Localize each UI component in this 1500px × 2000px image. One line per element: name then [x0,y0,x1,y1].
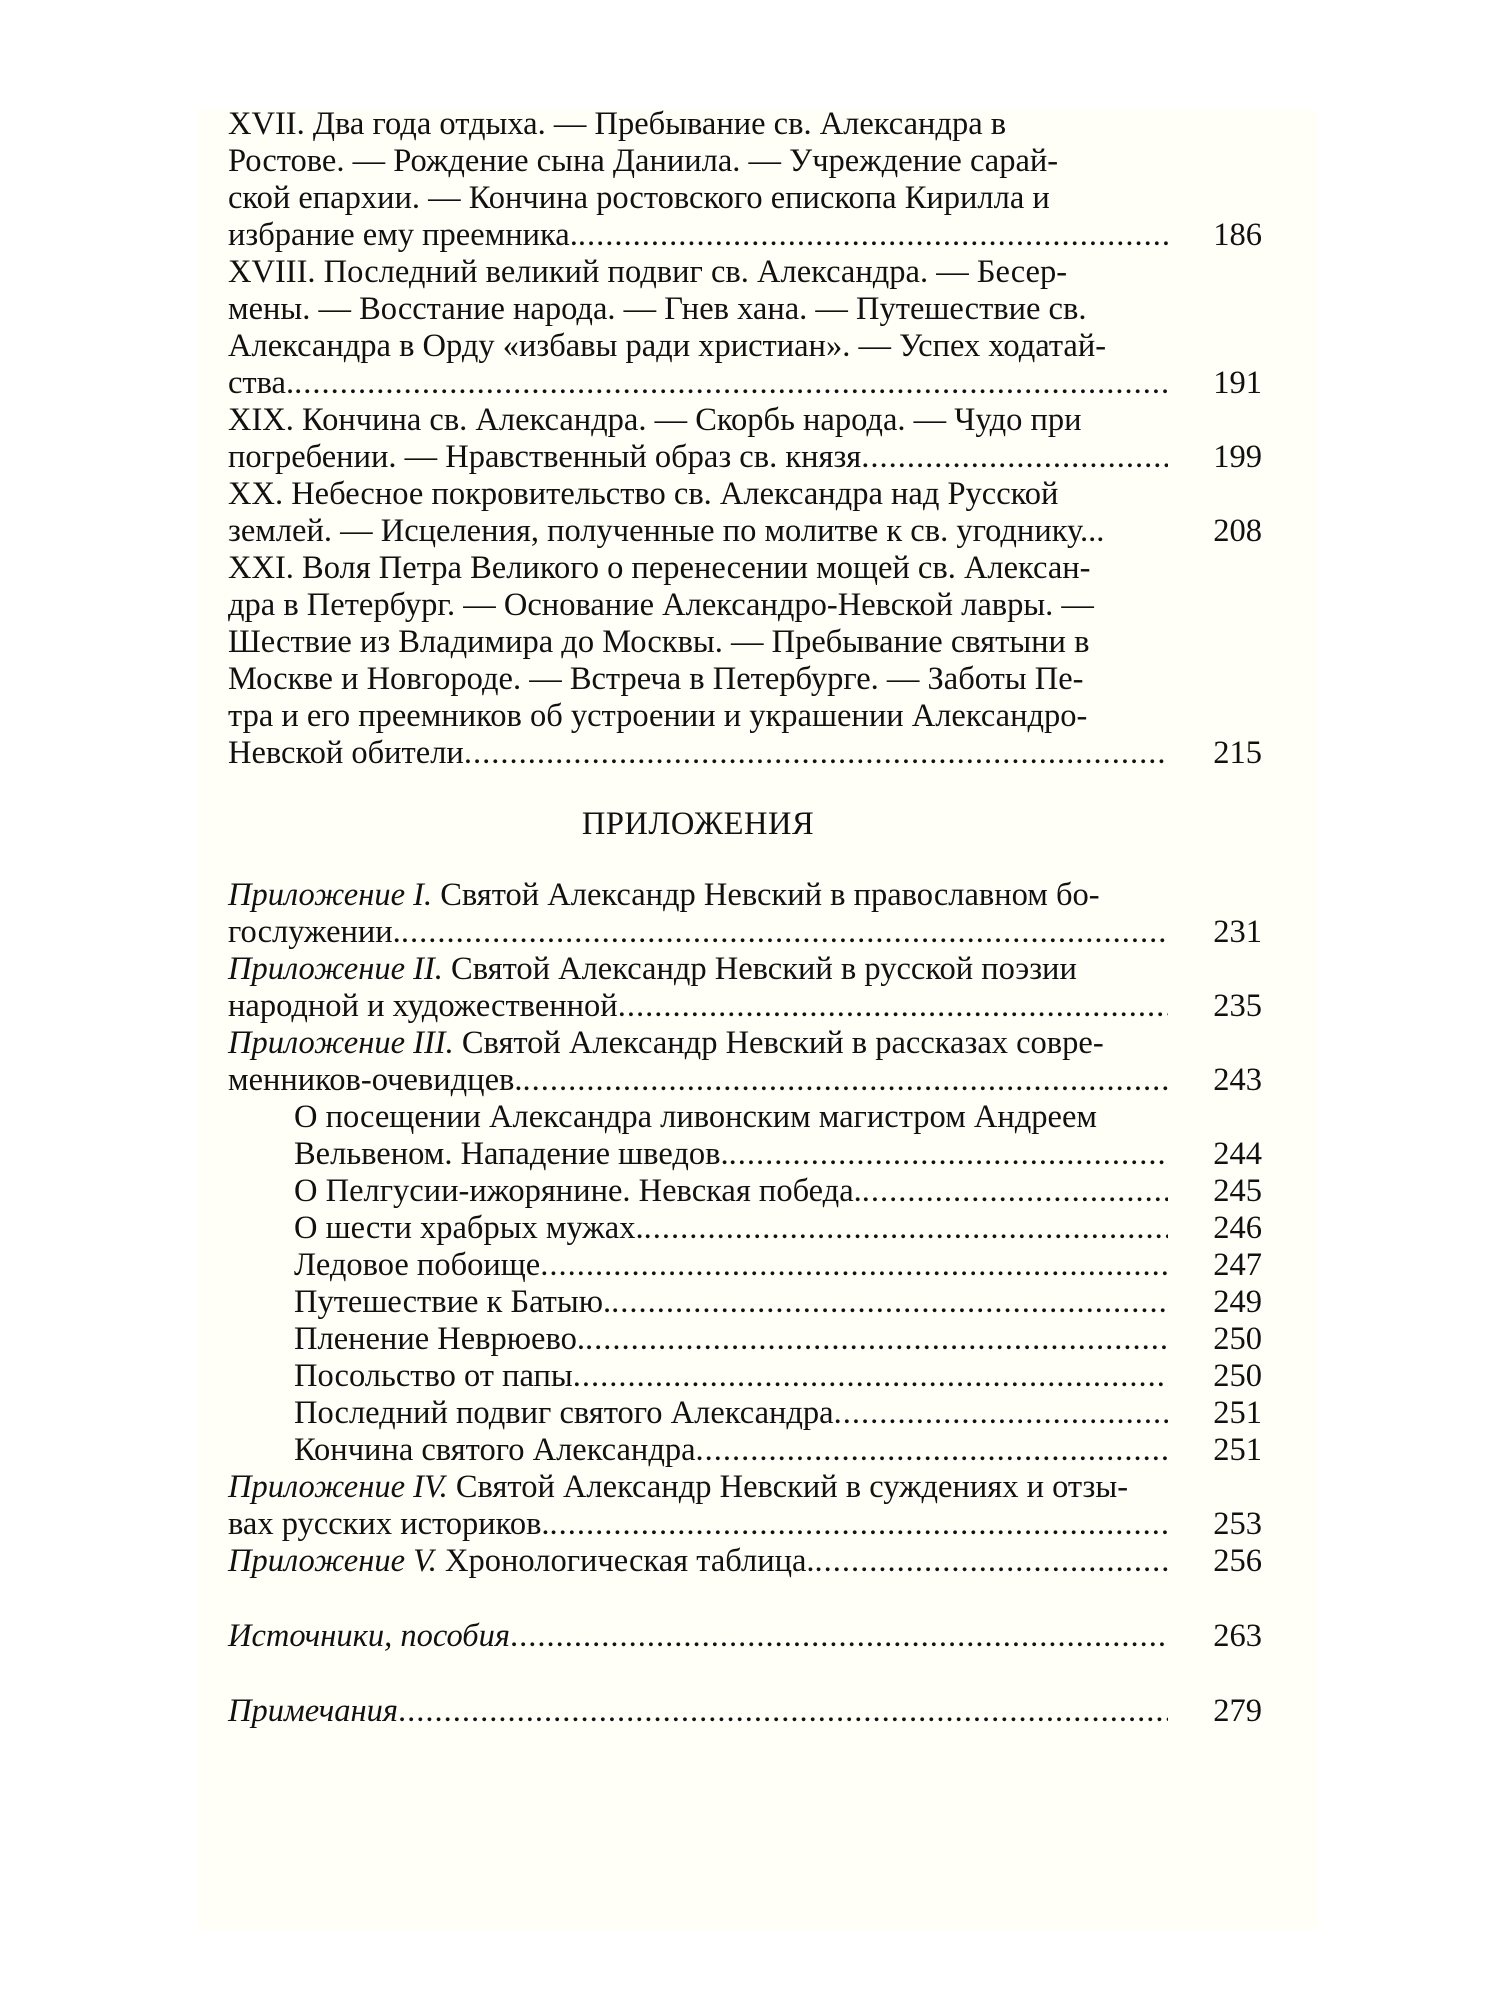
entry-line: XXI. Воля Петра Великого о перенесении мощей св. Алексан- [228,550,1091,586]
page-number: 243 [1213,1062,1262,1098]
entry-line: Святой Александр Невский в суждениях и отзы- [447,1469,1129,1505]
entry-line: Последний подвиг святого Александра [294,1395,834,1431]
notes-label: Примечания [228,1693,398,1729]
entry-line: Пленение Неврюево. [294,1321,585,1357]
dot-leader [401,914,1168,951]
entry-line: Александра в Орду «избавы ради христиан». — Успех ходатай- [228,328,1107,364]
toc-entry-chapter-21[interactable] [228,550,1262,772]
entry-line: гослужении. [228,914,401,950]
entry-line: XIX. Кончина св. Александра. — Скорбь народа. — Чудо при [228,402,1082,438]
page-number: 235 [1213,988,1262,1024]
page-number: 250 [1213,1321,1262,1357]
entry-line: дра в Петербург. — Основание Александро-Невской лавры. — [228,587,1094,623]
dot-leader [464,735,1168,772]
entry-line: Посольство от папы [294,1358,573,1394]
toc-entry-notes[interactable] [228,1693,1262,1730]
dot-leader [834,1395,1168,1432]
entry-line: Ледовое побоище [294,1247,541,1283]
page-number: 199 [1213,439,1262,475]
entry-line: Ростове. — Рождение сына Даниила. — Учреждение сарай- [228,143,1059,179]
dot-leader [585,1321,1168,1358]
entry-line: ства. [228,365,295,401]
toc-subentry[interactable] [228,1432,1262,1469]
toc-subentry[interactable] [228,1358,1262,1395]
dot-leader [611,1284,1168,1321]
toc-entry-chapter-20[interactable] [228,476,1262,550]
entry-line: Святой Александр Невский в православном бо- [432,877,1100,913]
dot-leader [644,1210,1168,1247]
dot-leader [294,365,1168,402]
page-number: 244 [1213,1136,1262,1172]
dot-leader [729,1136,1168,1173]
dot-leader [510,1618,1168,1655]
dot-leader [861,439,1168,476]
entry-line: XVII. Два года отдыха. — Пребывание св. Александра в [228,106,1007,142]
dot-leader [815,1543,1168,1580]
page-number: 256 [1213,1543,1262,1579]
entry-line: Святой Александр Невский в рассказах совре- [453,1025,1104,1061]
page-number: 251 [1213,1395,1262,1431]
page-number: 208 [1213,513,1262,549]
toc-entry-appendix-1[interactable] [228,877,1262,951]
entry-line: народной и художественной [228,988,618,1024]
entry-line: избрание ему преемника. [228,217,578,253]
appendix-label: Приложение II. [228,951,443,987]
toc-entry-chapter-18[interactable] [228,254,1262,402]
page-number: 245 [1213,1173,1262,1209]
toc-subentry[interactable] [228,1173,1262,1210]
dot-leader [550,1506,1168,1543]
dot-leader [696,1432,1168,1469]
entry-line: Москве и Новгороде. — Встреча в Петербурге. — Заботы Пе- [228,661,1084,697]
toc-entry-appendix-2[interactable] [228,951,1262,1025]
toc-subentry[interactable] [228,1210,1262,1247]
dot-leader [618,988,1168,1025]
page-number: 263 [1213,1618,1262,1654]
entry-line: землей. — Исцеления, полученные по молитве к св. угоднику... [228,513,1105,549]
entry-line: Невской обители [228,735,464,771]
toc-entry-appendix-3[interactable] [228,1025,1262,1099]
page-number: 191 [1213,365,1262,401]
toc-subentry[interactable] [228,1284,1262,1321]
appendix-label: Приложение IV. [228,1469,448,1505]
appendix-label: Приложение V. [228,1543,437,1579]
entry-line: менников-очевидцев. [228,1062,523,1098]
page-number: 253 [1213,1506,1262,1542]
entry-line: погребении. — Нравственный образ св. князя [228,439,862,475]
entry-line: Шествие из Владимира до Москвы. — Пребывание святыни в [228,624,1090,660]
entry-line: вах русских историков. [228,1506,550,1542]
entry-line: О Пелгусии-ижорянине. Невская победа. [294,1173,862,1209]
page-number: 249 [1213,1284,1262,1320]
entry-line: О шести храбрых мужах. [294,1210,644,1246]
toc-subentry[interactable] [228,1247,1262,1284]
page-number: 246 [1213,1210,1262,1246]
entry-line: XX. Небесное покровительство св. Александра над Русской [228,476,1059,512]
entry-line: ской епархии. — Кончина ростовского епископа Кирилла и [228,180,1050,216]
entry-line: Путешествие к Батыю. [294,1284,612,1320]
toc-entry-appendix-4[interactable] [228,1469,1262,1543]
page-number: 247 [1213,1247,1262,1283]
toc-entry-appendix-5[interactable] [228,1543,1262,1580]
page-number: 250 [1213,1358,1262,1394]
entry-line: XVIII. Последний великий подвиг св. Александра. — Бесер- [228,254,1068,290]
toc-entry-chapter-17[interactable] [228,106,1262,254]
entry-line: Святой Александр Невский в русской поэзии [442,951,1077,987]
table-of-contents [228,106,1262,1730]
page-number: 231 [1213,914,1262,950]
entry-line: О посещении Александра ливонским магистром Андреем [294,1099,1097,1135]
page-number: 251 [1213,1432,1262,1468]
entry-line: Хронологическая таблица. [436,1543,815,1579]
dot-leader [398,1693,1168,1730]
dot-leader [578,217,1168,254]
toc-subentry[interactable] [228,1395,1262,1432]
appendix-label: Приложение III. [228,1025,454,1061]
dot-leader [573,1358,1168,1395]
sources-label: Источники, пособия [228,1618,510,1654]
toc-subentry[interactable] [228,1099,1262,1173]
toc-entry-sources[interactable] [228,1618,1262,1655]
entry-line: Кончина святого Александра [294,1432,696,1468]
appendix-label: Приложение I. [228,877,433,913]
page-number: 279 [1213,1693,1262,1729]
dot-leader [540,1247,1168,1284]
toc-subentry[interactable] [228,1321,1262,1358]
toc-entry-chapter-19[interactable] [228,402,1262,476]
entry-line: тра и его преемников об устроении и украшении Александро- [228,698,1088,734]
appendices-heading: ПРИЛОЖЕНИЯ [581,806,815,842]
dot-leader [522,1062,1168,1099]
dot-leader [862,1173,1168,1210]
entry-line: Вельвеном. Нападение шведов. [294,1136,729,1172]
page-number: 186 [1213,217,1262,253]
page-number: 215 [1213,735,1262,771]
entry-line: мены. — Восстание народа. — Гнев хана. — Путешествие св. [228,291,1087,327]
